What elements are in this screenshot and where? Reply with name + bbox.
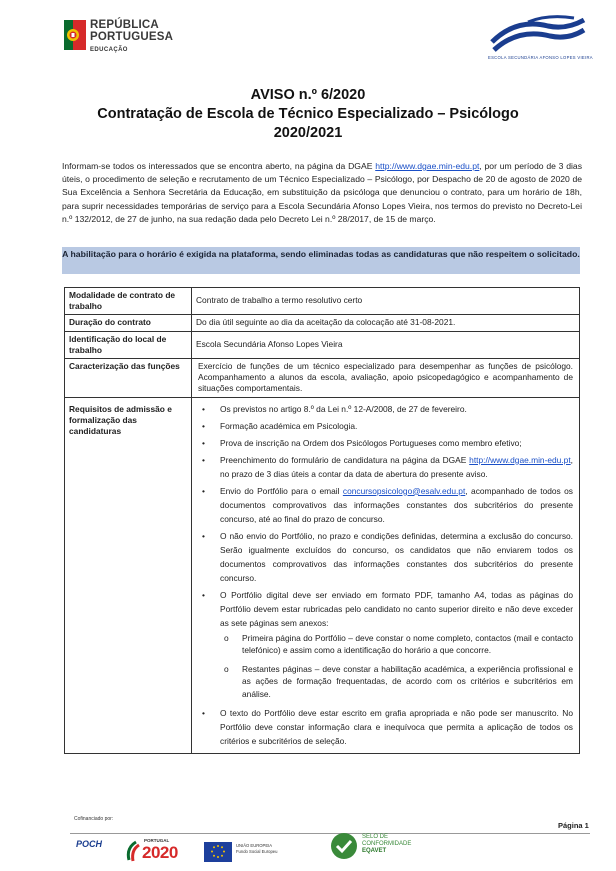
circle-bullet-icon: o (224, 663, 229, 674)
list-item (194, 402, 573, 416)
eq-line1: SELO DE (362, 834, 389, 840)
row-value: Do dia útil seguinte ao dia da aceitação da colocação até 31-08-2021. (192, 315, 580, 331)
requirement-text: Prova de inscrição na Ordem dos Psicólogos Portugueses como membro efetivo; (220, 437, 522, 448)
bullet-icon: • (202, 708, 205, 719)
title-line2: Contratação de Escola de Técnico Especializado – Psicólogo (97, 106, 519, 122)
portugal-2020-icon (126, 840, 140, 862)
republica-title (90, 19, 173, 43)
republica-subtitle: EDUCAÇÃO (90, 47, 128, 53)
school-logo (488, 12, 593, 67)
bullet-icon: • (202, 485, 205, 496)
table-row (65, 315, 580, 331)
eq-line2: CONFORMIDADE (362, 841, 412, 847)
requirement-text: Preenchimento do formulário de candidatura na página da DGAE (220, 454, 470, 465)
portugal-2020-logo (126, 838, 196, 862)
requirement-text: Formação académica em Psicologia. (220, 420, 358, 431)
requirement-text: O Portfólio digital deve ser enviado em formato PDF, tamanho A4, todas as páginas do Portfólio devem estar rubricadas pelo candidato no canto superior direito e não deve exceder as sete páginas sem anexos: (220, 589, 573, 628)
dgae-link[interactable]: http://www.dgae.min-edu.pt (469, 454, 571, 465)
list-item (194, 529, 573, 585)
requirement-text: Restantes páginas – deve constar a habilitação académica, a experiência profissional e as ações de formação frequentadas, de acordo com os critérios e subcritérios em análise. (242, 663, 573, 699)
intro-text-end: , por um período de 3 dias úteis, o procedimento de seleção e recrutamento de um Técnico Especializado – Psicólogo, por Despacho de 20 de agosto de 2020 de Sua Excelência a Senhora Secretária da Educação, em substituição da psicóloga que denunciou o contrato, para um horário de 18h, para suprir necessidades temporárias de serviço para a Escola Secundária Afonso Lopes Vieira, nos termos do previsto no Decreto-Lei n.º 132/2012, de 27 de junho, na sua redação dada pelo Decreto Lei n.º 28/2017, de 15 de março. (62, 161, 582, 224)
poch-logo: POCH (76, 839, 103, 849)
list-item (194, 419, 573, 433)
page-header (0, 0, 616, 80)
eu-line2: Fundo Social Europeu (236, 849, 278, 854)
portugal-emblem-icon (64, 20, 86, 50)
school-name: ESCOLA SECUNDÁRIA AFONSO LOPES VIEIRA (488, 55, 593, 60)
row-value: Escola Secundária Afonso Lopes Vieira (192, 331, 580, 358)
intro-paragraph (62, 160, 582, 226)
eu-label (236, 843, 277, 855)
table-row (65, 288, 580, 315)
requirement-text: , no prazo de 3 dias úteis a contar da data de abertura do presente aviso. (220, 454, 573, 479)
list-item (194, 484, 573, 526)
bullet-icon: • (202, 420, 205, 431)
bullet-icon: • (202, 530, 205, 541)
table-row (65, 359, 580, 398)
table-row (65, 331, 580, 358)
list-item (220, 632, 573, 657)
row-value: Contrato de trabalho a termo resolutivo certo (192, 288, 580, 315)
list-item (194, 436, 573, 450)
requirement-text: Os previstos no artigo 8.º da Lei n.º 12-A/2008, de 27 de fevereiro. (220, 403, 467, 414)
page-footer (0, 810, 616, 871)
eqavet-label (362, 834, 411, 855)
table-row (65, 397, 580, 754)
school-waves-icon (488, 12, 588, 54)
row-label: Duração do contrato (65, 315, 192, 331)
requirement-text: O não envio do Portfólio, no prazo e condições definidas, determina a exclusão do concurso. Serão igualmente excluídos do concurso, os candidatos que não enviarem todos os documentos comprovativos das informações constantes dos subcritérios do presente concurso. (220, 530, 573, 583)
eqavet-seal-icon (330, 832, 358, 860)
requirement-text: , acompanhado de todos os documentos comprovativos das informações constantes dos subcritérios do presente concurso, até ao final do prazo de concurso. (220, 485, 573, 524)
eu-line1: UNIÃO EUROPEIA (236, 843, 273, 848)
list-item (194, 588, 573, 701)
eq-line3: EQAVET (362, 848, 387, 854)
requirement-text: Primeira página do Portfólio – deve constar o nome completo, contactos (mail e contacto telefónico) e assim como a identificação do horário a que concorre. (242, 632, 573, 656)
circle-bullet-icon: o (224, 632, 229, 643)
year-2020-label: 2020 (142, 843, 178, 862)
cofinanced-label: Cofinanciado por: (74, 816, 114, 822)
title-line1: AVISO n.º 6/2020 (250, 87, 366, 103)
list-item (220, 663, 573, 701)
requirement-text: O texto do Portfólio deve estar escrito em grafia apropriada e não pode ser manuscrito. No Portfólio deve constar informação clara e inequívoca que permita a aplicação de todos os critérios e subcritérios de seleção. (220, 708, 573, 747)
intro-text-start: Informam-se todos os interessados que se encontra aberto, na página da DGAE (62, 161, 376, 171)
email-link[interactable]: concursopsicologo@esalv.edu.pt (342, 485, 466, 496)
list-item (194, 453, 573, 481)
requirements-list (194, 400, 573, 749)
bullet-icon: • (202, 437, 205, 448)
eu-flag-icon (204, 842, 232, 862)
bullet-icon: • (202, 403, 205, 414)
requirements-cell (192, 397, 580, 754)
row-label: Modalidade de contrato de trabalho (65, 288, 192, 315)
contract-details-table (64, 287, 580, 754)
republica-portuguesa-logo (64, 18, 194, 62)
page-number: Página 1 (558, 821, 589, 830)
portfolio-sublist (220, 632, 573, 701)
title-line3: 2020/2021 (273, 125, 343, 141)
document-title (40, 86, 576, 143)
republica-line2: PORTUGUESA (90, 31, 174, 43)
requirement-text: Envio do Portfólio para o email (220, 485, 343, 496)
row-label: Requisitos de admissão e formalização das candidaturas (65, 397, 192, 754)
list-item (194, 706, 573, 748)
portugal-label: PORTUGAL (144, 838, 170, 843)
bullet-icon: • (202, 454, 205, 465)
row-value: Exercício de funções de um técnico especializado para desempenhar as funções de psicólogo. Acompanhamento a alunos da escola, avaliação, apoio psicopedagógico e acompanhamento de situações comportamentais. (192, 359, 580, 398)
republica-line1: REPÚBLICA (90, 19, 159, 31)
dgae-link[interactable]: http://www.dgae.min-edu.pt (375, 161, 480, 171)
bullet-icon: • (202, 589, 205, 600)
row-label: Caracterização das funções (65, 359, 192, 398)
row-label: Identificação do local de trabalho (65, 331, 192, 358)
notice-banner: A habilitação para o horário é exigida na plataforma, sendo eliminadas todas as candidaturas que não respeitem o solicitado. (62, 247, 580, 274)
